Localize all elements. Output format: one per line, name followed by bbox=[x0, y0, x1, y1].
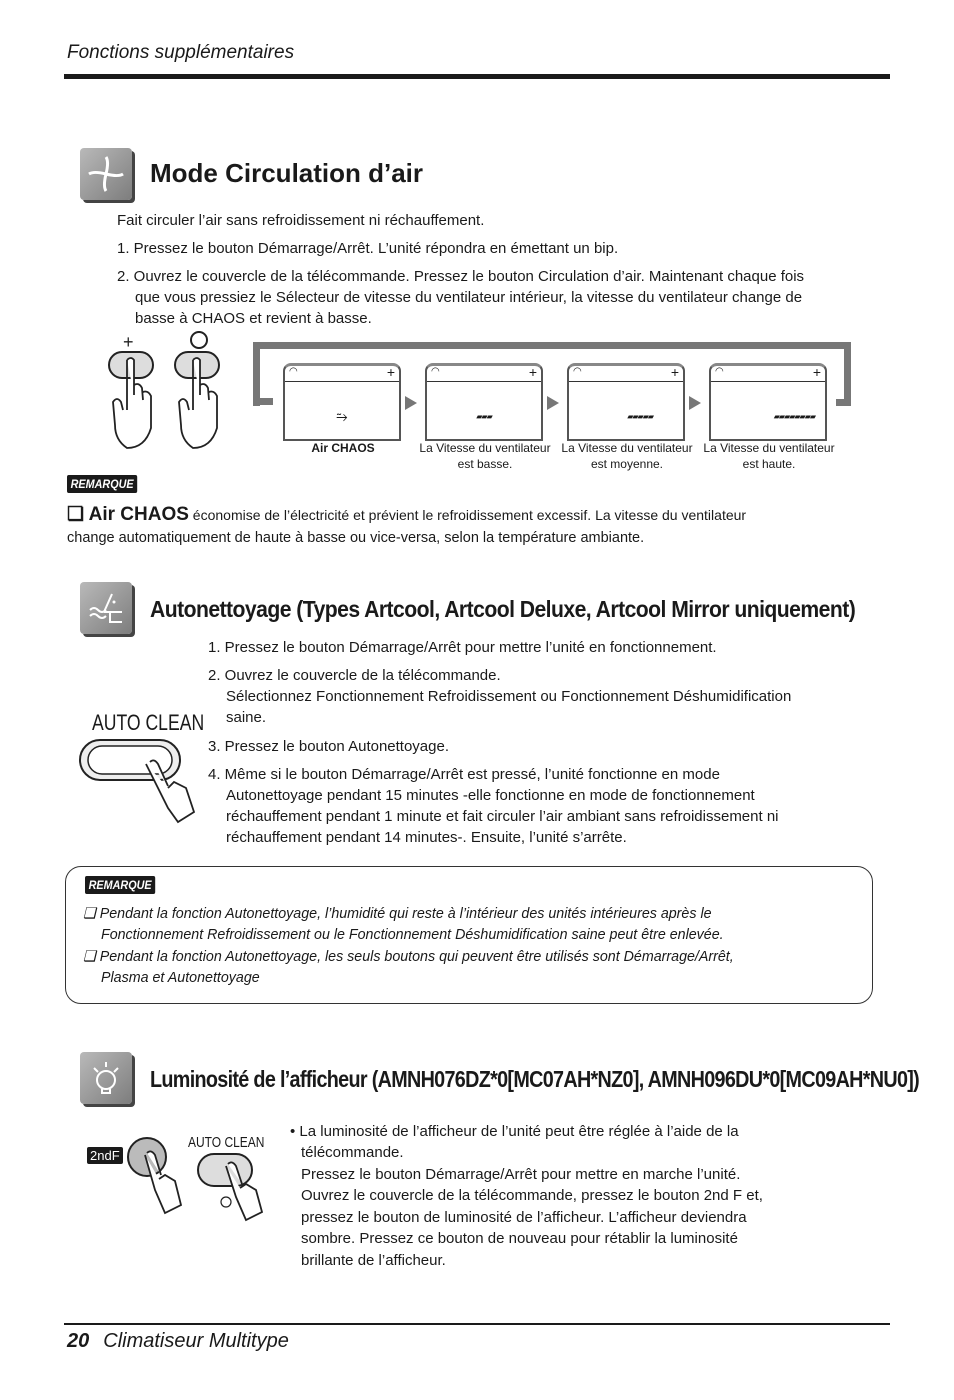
footer bbox=[67, 1330, 289, 1353]
air-chaos-note: ❏ Air CHAOS économise de l’électricité et prévient le refroidissement excessif. La vitesse du ventilateur bbox=[67, 504, 747, 525]
step-4-cont: Autonettoyage pendant 15 minutes -elle fonctionne en mode de fonctionnement bbox=[226, 787, 755, 804]
page-number: 20 bbox=[67, 1330, 90, 1352]
air-chaos-note-cont: change automatiquement de haute à basse ou vice-versa, selon la température ambiante. bbox=[67, 530, 645, 546]
loop-arrow-stub bbox=[253, 398, 273, 405]
air-circulation-button-illustration bbox=[105, 330, 235, 460]
display-air-chaos: ◠ + ⥲ bbox=[283, 363, 401, 441]
brightness-button-illustration bbox=[196, 1152, 276, 1232]
remarque-badge: REMARQUE bbox=[67, 475, 145, 493]
step-1: 1. Pressez le bouton Démarrage/Arrêt pour mettre l’unité en fonctionnement. bbox=[208, 639, 717, 656]
second-f-label: 2ndF bbox=[87, 1147, 123, 1164]
note-line: ❏ Pendant la fonction Autonettoyage, les seuls boutons qui peuvent être utilisés sont Démarrage/Arrêt, bbox=[83, 948, 734, 965]
fan-speed-indicator: ▰▰▰▰▰▰▰▰ bbox=[773, 412, 815, 421]
fan-speed-indicator: ▰▰▰▰▰ bbox=[627, 412, 653, 421]
step-4-cont: réchauffement pendant 1 minute et fait circuler l’air ambiant sans refroidissement ni bbox=[226, 808, 779, 825]
running-header: Fonctions supplémentaires bbox=[67, 42, 295, 63]
footer-title: Climatiseur Multitype bbox=[103, 1330, 289, 1352]
loop-return-stub bbox=[836, 399, 851, 406]
display-label: Air CHAOS bbox=[311, 441, 375, 455]
arrow-icon bbox=[547, 396, 559, 410]
brightness-text: Ouvrez le couvercle de la télécommande, pressez le bouton 2nd F et, bbox=[301, 1187, 763, 1204]
step-2-cont: basse à CHAOS et revient à basse. bbox=[135, 310, 372, 327]
auto-clean-label: AUTO CLEAN bbox=[92, 710, 205, 735]
display-low-speed: ◠ + ▰▰▰ bbox=[425, 363, 543, 441]
light-bulb-icon bbox=[80, 1052, 132, 1104]
display-high-speed: ◠ + ▰▰▰▰▰▰▰▰ bbox=[709, 363, 827, 441]
brightness-text: télécommande. bbox=[301, 1144, 404, 1161]
section-title-display-brightness: Luminosité de l’afficheur (AMNH076DZ*0[MC07AH*NZ0], AMNH096DU*0[MC09AH*NU0]) bbox=[150, 1066, 920, 1092]
display-label: La Vitesse du ventilateur est moyenne. bbox=[561, 441, 693, 471]
chaos-icon: ⥲ bbox=[336, 408, 348, 424]
step-2: 2. Ouvrez le couvercle de la télécommande. bbox=[208, 667, 501, 684]
second-f-button-illustration bbox=[125, 1135, 185, 1225]
note-line: Plasma et Autonettoyage bbox=[101, 969, 260, 986]
section-title-air-circulation: Mode Circulation d’air bbox=[150, 158, 424, 188]
svg-text:+: + bbox=[123, 332, 134, 352]
intro-text: Fait circuler l’air sans refroidissement ni réchauffement. bbox=[117, 212, 485, 229]
display-label: La Vitesse du ventilateur est haute. bbox=[703, 441, 835, 471]
display-medium-speed: ◠ + ▰▰▰▰▰ bbox=[567, 363, 685, 441]
brightness-text: Pressez le bouton Démarrage/Arrêt pour mettre en marche l’unité. bbox=[301, 1166, 741, 1183]
step-2: 2. Ouvrez le couvercle de la télécommande. Pressez le bouton Circulation d’air. Maintenant chaque fois bbox=[117, 268, 805, 285]
note-line: ❏ Pendant la fonction Autonettoyage, l’humidité qui reste à l’intérieur des unités intérieures après le bbox=[83, 905, 712, 922]
footer-rule bbox=[64, 1323, 890, 1325]
brightness-text: brillante de l’afficheur. bbox=[301, 1252, 446, 1269]
display-label: La Vitesse du ventilateur est basse. bbox=[419, 441, 551, 471]
brightness-text: pressez le bouton de luminosité de l’afficheur. L’afficheur deviendra bbox=[301, 1209, 747, 1226]
auto-clean-button-illustration bbox=[78, 738, 198, 833]
auto-clean-label: AUTO CLEAN bbox=[188, 1134, 265, 1151]
note-line: Fonctionnement Refroidissement ou le Fonctionnement Déshumidification saine peut être enlevée. bbox=[101, 926, 724, 943]
arrow-icon bbox=[405, 396, 417, 410]
arrow-icon bbox=[689, 396, 701, 410]
step-4-cont: réchauffement pendant 14 minutes-. Ensuite, l’unité s’arrête. bbox=[226, 829, 627, 846]
step-2-cont: Sélectionnez Fonctionnement Refroidissement ou Fonctionnement Déshumidification bbox=[226, 688, 792, 705]
step-4: 4. Même si le bouton Démarrage/Arrêt est pressé, l’unité fonctionne en mode bbox=[208, 766, 720, 783]
step-1: 1. Pressez le bouton Démarrage/Arrêt. L’unité répondra en émettant un bip. bbox=[117, 240, 619, 257]
step-2-cont: saine. bbox=[226, 709, 267, 726]
brightness-text: sombre. Pressez ce bouton de nouveau pour rétablir la luminosité bbox=[301, 1230, 738, 1247]
step-2-cont: que vous pressiez le Sélecteur de vitesse du ventilateur intérieur, la vitesse du ventilateur change de bbox=[135, 289, 803, 306]
auto-clean-icon bbox=[80, 582, 132, 634]
header-rule bbox=[64, 74, 890, 79]
fan-icon bbox=[80, 148, 132, 200]
remarque-badge: REMARQUE bbox=[85, 876, 163, 894]
section-title-auto-clean: Autonettoyage (Types Artcool, Artcool Deluxe, Artcool Mirror uniquement) bbox=[150, 596, 856, 622]
fan-speed-indicator: ▰▰▰ bbox=[476, 412, 492, 421]
step-3: 3. Pressez le bouton Autonettoyage. bbox=[208, 738, 450, 755]
brightness-text: • La luminosité de l’afficheur de l’unité peut être réglée à l’aide de la bbox=[290, 1123, 739, 1140]
